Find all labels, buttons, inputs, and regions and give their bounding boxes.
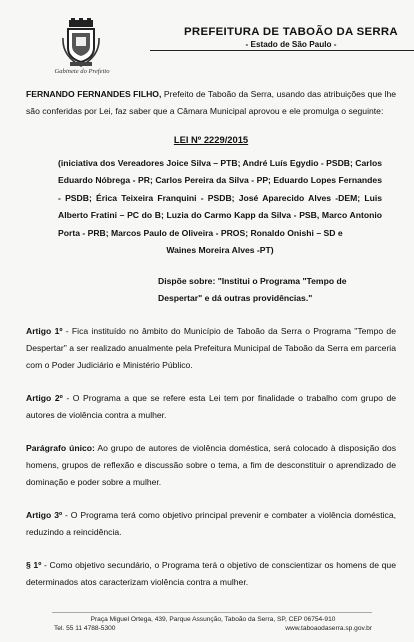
intro-paragraph xyxy=(26,86,396,120)
letterhead xyxy=(26,0,396,84)
article-1-label: Artigo 1º xyxy=(26,326,63,337)
page-title: PREFEITURA DE TABOÃO DA SERRA xyxy=(184,26,398,38)
footer-address: Praça Miguel Ortega, 439, Parque Assunção, Taboão da Serra, SP, CEP 06754-910 xyxy=(90,616,336,623)
article-2-text: - O Programa a que se refere esta Lei tem por finalidade o trabalho com grupo de autores de violência contra a mulher. xyxy=(26,393,396,421)
article-1 xyxy=(26,323,396,374)
intro-text: Prefeito de Taboão da Serra, usando das atribuições que lhe são conferidas por Lei, faz saber que a Câmara Municipal aprovou e ele promulga o seguinte: xyxy=(26,89,396,116)
article-3 xyxy=(26,507,396,541)
sole-paragraph-label: Parágrafo único: xyxy=(26,443,95,454)
sole-paragraph-text: Ao grupo de autores de violência doméstica, será colocado à disposição dos homens, grupos de reflexão e discussão sobre o tema, a fim de desconstituir o aprendizado de dominação e poder sobre a mulher. xyxy=(26,443,396,488)
footer-phone: Tel. 55 11 4788-5300 xyxy=(54,625,116,632)
article-3-text: - O Programa terá como objetivo principal prevenir e combater a violência doméstica, reduzindo a reincidência. xyxy=(26,510,396,538)
footer-divider xyxy=(52,612,372,613)
footer-contact xyxy=(42,624,384,633)
article-2 xyxy=(26,390,396,424)
mayor-name: FERNANDO FERNANDES FILHO, xyxy=(26,89,162,99)
authorship-last-line: Waines Moreira Alves -PT) xyxy=(166,245,274,256)
paragraph-1 xyxy=(26,557,396,591)
coat-of-arms-icon xyxy=(62,18,100,68)
header-divider xyxy=(150,50,414,51)
law-summary: Dispõe sobre: "Institui o Programa "Tempo de Despertar" e dá outras providências." xyxy=(158,276,347,304)
sole-paragraph xyxy=(26,440,396,491)
article-3-label: Artigo 3º xyxy=(26,510,63,521)
footer xyxy=(42,615,384,633)
cabinet-label: Gabinete do Prefeito xyxy=(54,68,110,75)
paragraph-1-text: - Como objetivo secundário, o Programa terá o objetivo de conscientizar os homens de que determinados atos caracterizam violência contra a mulher. xyxy=(26,560,396,588)
footer-website: www.taboaodaserra.sp.gov.br xyxy=(285,625,372,632)
authorship-block xyxy=(58,155,382,259)
article-2-label: Artigo 2º xyxy=(26,393,63,404)
page-subtitle: - Estado de São Paulo - xyxy=(245,40,337,49)
paragraph-1-label: § 1º xyxy=(26,560,42,571)
law-number: LEI Nº 2229/2015 xyxy=(173,134,249,145)
article-1-text: - Fica instituído no âmbito do Município de Taboão da Serra o Programa "Tempo de Despertar" a ser realizado anualmente pela Prefeitura Municipal de Taboão da Serra em parceria com o Poder Judiciário e Ministério Público. xyxy=(26,326,396,371)
authorship-text: (iniciativa dos Vereadores Joice Silva – PTB; André Luís Egydio - PSDB; Carlos Eduardo Nóbrega - PR; Carlos Pereira da Silva - PP; Eduardo Lopes Fernandes - PSDB; Érica Teixeira Franquini - PSDB; José Aparecido Alves -DEM; Luis Alberto Fratini – PC do B; Luzia do Carmo Kapp da Silva - PSB, Marco Antonio Porta - PRB; Marcos Paulo de Oliveira - PROS; Ronaldo Onishi – SD e xyxy=(58,158,382,238)
